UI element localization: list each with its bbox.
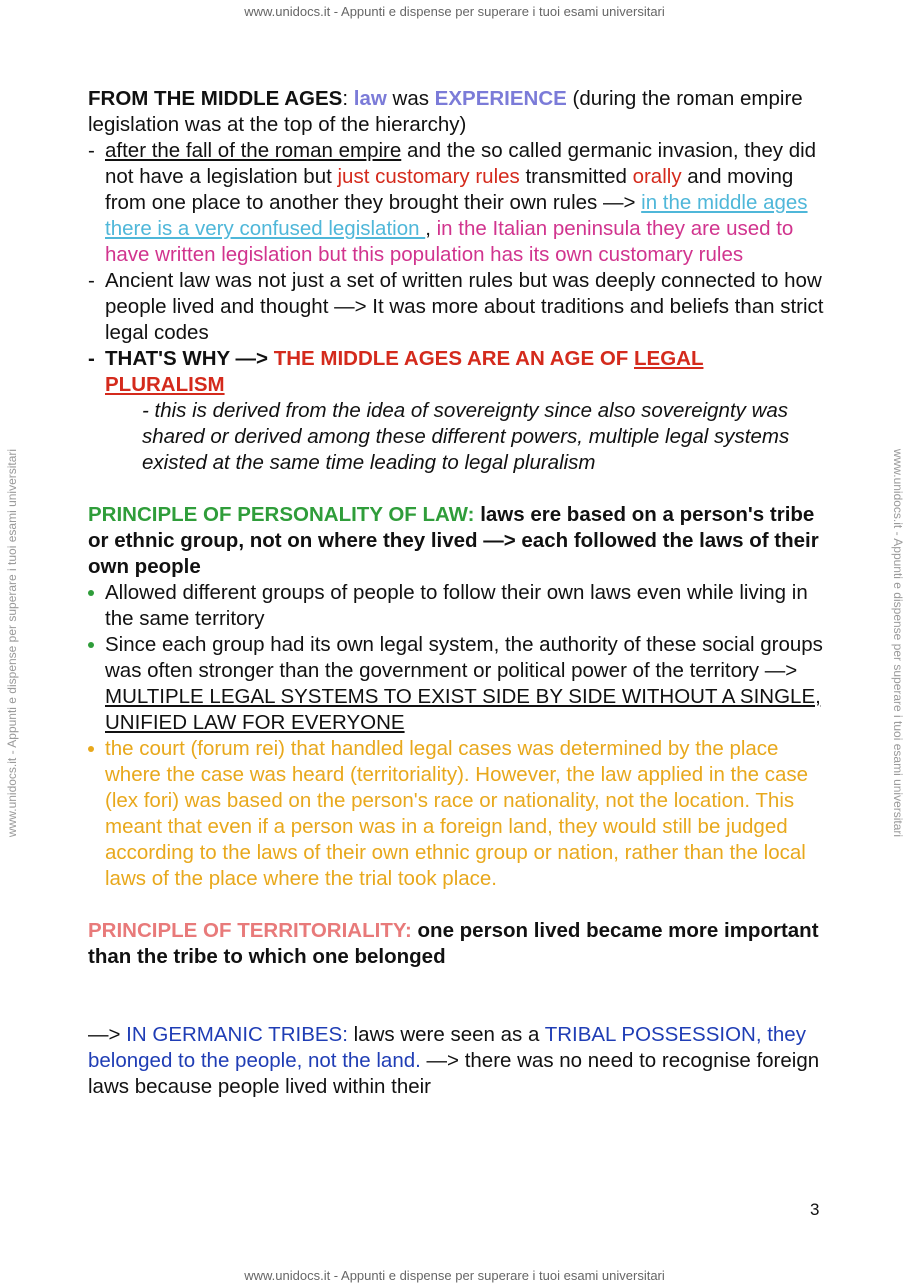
watermark-left: www.unidocs.it - Appunti e dispense per superare i tuoi esami universitari — [5, 448, 19, 838]
document-body — [88, 86, 828, 1100]
page-number: 3 — [810, 1200, 820, 1219]
list-item: Allowed different groups of people to follow their own laws even while living in the same territory — [88, 580, 828, 632]
germanic-tribes-paragraph: —> IN GERMANIC TRIBES: laws were seen as a TRIBAL POSSESSION, they belonged to the people, not the land. —> there was no need to recognise foreign laws because people lived within their — [88, 1023, 820, 1098]
personality-heading: PRINCIPLE OF PERSONALITY OF LAW: laws ere based on a person's tribe or ethnic group, not on where they lived —> each followed the laws of their own people — [88, 503, 819, 578]
bullet-dot — [88, 590, 94, 596]
watermark-top: www.unidocs.it - Appunti e dispense per superare i tuoi esami universitari — [244, 4, 665, 19]
territoriality-heading: PRINCIPLE OF TERRITORIALITY: one person lived became more important than the tribe to which one belonged — [88, 919, 819, 968]
bullet-dot — [88, 746, 94, 752]
pluralism-note: - this is derived from the idea of sovereignty since also sovereignty was shared or derived among these different powers, multiple legal systems existed at the same time leading to legal pluralism — [142, 399, 790, 474]
list-item: Since each group had its own legal system, the authority of these social groups was often stronger than the government or political power of the territory —> MULTIPLE LEGAL SYSTEMS TO EXIST SIDE BY SIDE WITHOUT A SINGLE, UNIFIED LAW FOR EVERYONE — [88, 632, 828, 736]
watermark-bottom: www.unidocs.it - Appunti e dispense per superare i tuoi esami universitari — [244, 1268, 665, 1283]
list-item: - THAT'S WHY —> THE MIDDLE AGES ARE AN AGE OF LEGAL PLURALISM — [88, 347, 704, 396]
list-item: - after the fall of the roman empire and the so called germanic invasion, they did not have a legislation but just customary rules transmitted orally and moving from one place to another they brought their own rules —> in the middle ages there is a very confused legislation , in the Italian peninsula they are used to have written legislation but this population has its own customary rules — [88, 139, 817, 266]
list-item: the court (forum rei) that handled legal cases was determined by the place where the case was heard (territoriality). However, the law applied in the case (lex fori) was based on the person's race or nationality, not the location. This meant that even if a person was in a foreign land, they would still be judged according to the laws of their own ethnic group or nation, rather than the local laws of the place where the trial took place. — [88, 736, 828, 892]
middle-ages-heading: FROM THE MIDDLE AGES: law was EXPERIENCE (during the roman empire legislation was at the top of the hierarchy) — [88, 87, 803, 136]
bullet-dot — [88, 642, 94, 648]
watermark-right: www.unidocs.it - Appunti e dispense per superare i tuoi esami universitari — [891, 448, 905, 838]
list-item: - Ancient law was not just a set of written rules but was deeply connected to how people lived and thought —> It was more about traditions and beliefs than strict legal codes — [88, 269, 824, 344]
